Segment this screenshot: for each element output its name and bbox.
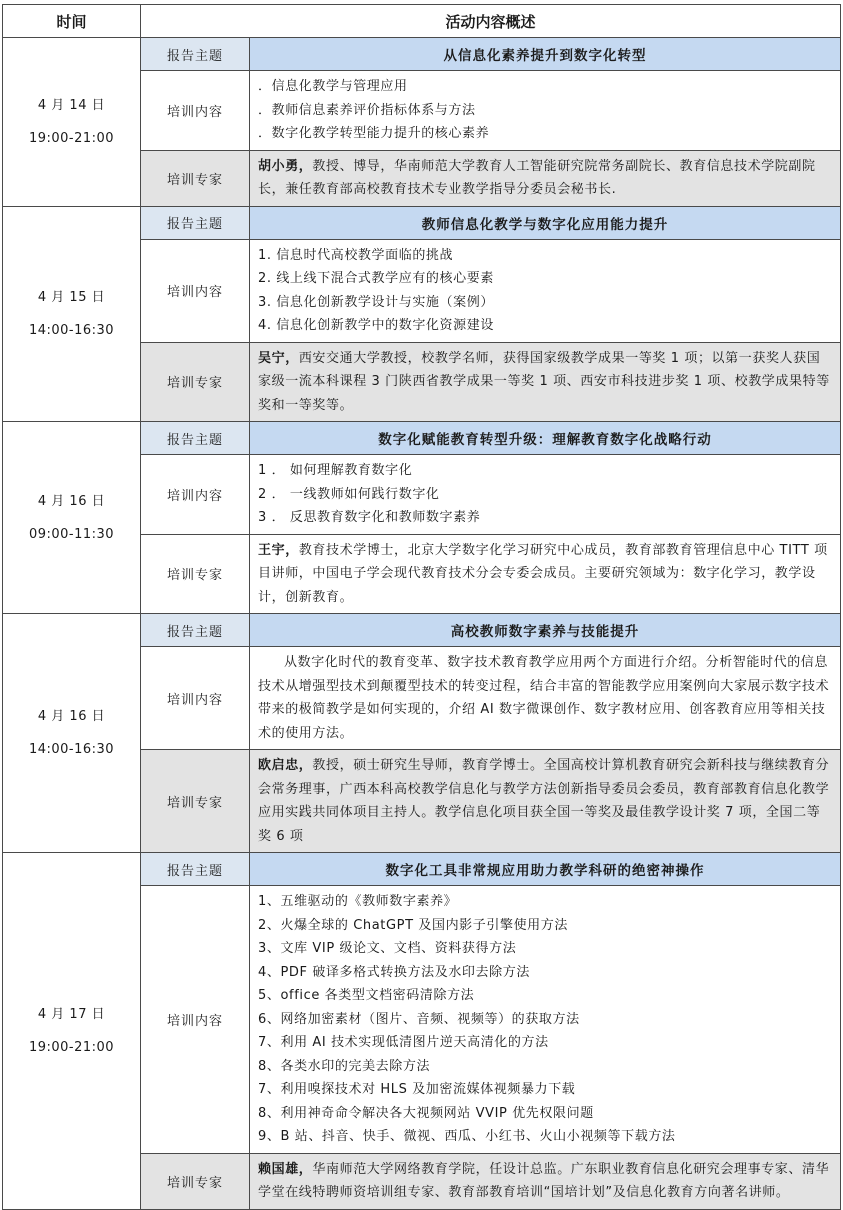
content-item: 3. 信息化创新教学设计与实施（案例） <box>258 294 494 310</box>
content-item: 3、文库 VIP 级论文、文档、资料获得方法 <box>258 941 517 956</box>
session-4-content: 从数字化时代的教育变革、数字技术教育教学应用两个方面进行介绍。分析智能时代的信息技术从增强型技术到颠覆型技术的转变过程，结合丰富的智能教学应用案例向大家展示数字技术带来的极简教学是如何实现的，介绍 AI 数字微课创作、数字教材应用、创客教育应用等相关技术的使用方法。 <box>250 647 841 750</box>
session-date: 4 月 14 日 <box>37 97 106 113</box>
session-5-topic-row <box>3 853 841 886</box>
content-item: 7、利用 AI 技术实现低清图片逆天高清化的方法 <box>258 1035 549 1050</box>
topic-label: 报告主题 <box>141 614 250 647</box>
expert-name: 欧启忠， <box>258 758 313 773</box>
content-label: 培训内容 <box>141 455 250 535</box>
expert-name: 赖国雄， <box>258 1161 313 1177</box>
content-item: ．数字化教学转型能力提升的核心素养 <box>258 126 490 141</box>
session-1-topic-row <box>3 38 841 71</box>
session-3-content <box>250 455 841 535</box>
session-4-topic-row <box>3 614 841 647</box>
expert-description: 华南师范大学网络教育学院，任设计总监。广东职业教育信息化研究会理事专家、清华学堂在线特聘师资培训组专家、教育部教育培训“国培计划”及信息化教育方向著名讲师。 <box>258 1161 830 1200</box>
content-item: 6、网络加密素材（图片、音频、视频等）的获取方法 <box>258 1011 580 1027</box>
session-date: 4 月 16 日 <box>37 709 106 724</box>
session-2-topic: 教师信息化教学与数字化应用能力提升 <box>250 206 841 239</box>
session-2-time-cell <box>3 206 141 422</box>
session-1-topic: 从信息化素养提升到数字化转型 <box>250 38 841 71</box>
session-5-content <box>250 886 841 1154</box>
expert-description: 西安交通大学教授，校教学名师，获得国家级教学成果一等奖 1 项；以第一获奖人获国家级一流本科课程 3 门陕西省教学成果一等奖 1 项、西安市科技进步奖 1 项、校教学成果特等奖和一等奖等。 <box>258 350 830 413</box>
session-time: 19:00-21:00 <box>28 1039 115 1055</box>
content-label: 培训内容 <box>141 886 250 1154</box>
session-time: 19:00-21:00 <box>28 130 115 146</box>
session-1-expert <box>250 150 841 206</box>
content-item: 2. 线上线下混合式教学应有的核心要素 <box>258 271 494 286</box>
content-item: 4. 信息化创新教学中的数字化资源建设 <box>258 318 494 333</box>
header-time: 时间 <box>3 5 141 38</box>
session-3-topic-row <box>3 422 841 455</box>
session-date: 4 月 15 日 <box>37 289 106 305</box>
session-1-content <box>250 71 841 151</box>
session-3-time-cell <box>3 422 141 614</box>
content-item: 2、火爆全球的 ChatGPT 及国内影子引擎使用方法 <box>258 917 568 933</box>
session-date: 4 月 16 日 <box>37 493 106 509</box>
session-1-time-cell <box>3 38 141 207</box>
content-item: 7、利用嗅探技术对 HLS 及加密流媒体视频暴力下载 <box>258 1082 576 1097</box>
content-item: 8、各类水印的完美去除方法 <box>258 1058 431 1074</box>
session-5-topic: 数字化工具非常规应用助力教学科研的绝密神操作 <box>250 853 841 886</box>
expert-label: 培训专家 <box>141 534 250 614</box>
expert-label: 培训专家 <box>141 342 250 422</box>
content-label: 培训内容 <box>141 239 250 342</box>
topic-label: 报告主题 <box>141 853 250 886</box>
content-label: 培训内容 <box>141 71 250 151</box>
session-time: 14:00-16:30 <box>28 742 115 757</box>
header-row <box>3 5 841 38</box>
content-item: ．信息化教学与管理应用 <box>258 79 408 94</box>
topic-label: 报告主题 <box>141 422 250 455</box>
topic-label: 报告主题 <box>141 206 250 239</box>
expert-label: 培训专家 <box>141 150 250 206</box>
topic-label: 报告主题 <box>141 38 250 71</box>
session-2-expert <box>250 342 841 422</box>
expert-label: 培训专家 <box>141 750 250 853</box>
session-3-expert <box>250 534 841 614</box>
expert-description: 教授、博导，华南师范大学教育人工智能研究院常务副院长、教育信息技术学院副院长，兼任教育部高校教育技术专业教学指导分委员会秘书长. <box>258 158 816 197</box>
expert-description: 教授，硕士研究生导师，教育学博士。全国高校计算机教育研究会新科技与继续教育分会常务理事，广西本科高校教学信息化与教学方法创新指导委员会委员，教育部教育信息化教学应用实践共同体项目主持人。教学信息化项目获全国一等奖及最佳教学设计奖 7 项，全国二等奖 6 项 <box>258 758 830 844</box>
content-item: 2 ． 一线教师如何践行数字化 <box>258 486 440 502</box>
content-item: 1 ． 如何理解教育数字化 <box>258 463 413 478</box>
session-5-time-cell <box>3 853 141 1210</box>
content-item: 5、office 各类型文档密码清除方法 <box>258 988 475 1003</box>
session-time: 14:00-16:30 <box>28 322 115 338</box>
expert-description: 教育技术学博士，北京大学数字化学习研究中心成员，教育部教育管理信息中心 TITT 项目讲师，中国电子学会现代教育技术分会专委会成员。主要研究领域为：数字化学习，教学设计，创新教育。 <box>258 542 828 605</box>
content-item: 9、B 站、抖音、快手、微视、西瓜、小红书、火山小视频等下载方法 <box>258 1129 676 1144</box>
session-4-topic: 高校教师数字素养与技能提升 <box>250 614 841 647</box>
session-2-content <box>250 239 841 342</box>
session-date: 4 月 17 日 <box>37 1006 106 1022</box>
expert-name: 王宇， <box>258 542 299 558</box>
content-item: ．教师信息素养评价指标体系与方法 <box>258 102 476 118</box>
session-4-expert <box>250 750 841 853</box>
content-item: 8、利用神奇命令解决各大视频网站 VVIP 优先权限问题 <box>258 1105 594 1121</box>
expert-name: 吴宁， <box>258 350 299 366</box>
session-3-topic: 数字化赋能教育转型升级：理解教育数字化战略行动 <box>250 422 841 455</box>
session-2-topic-row <box>3 206 841 239</box>
content-item: 3 ． 反思教育数字化和教师数字素养 <box>258 510 481 525</box>
session-time: 09:00-11:30 <box>28 526 115 542</box>
session-4-time-cell <box>3 614 141 853</box>
content-label: 培训内容 <box>141 647 250 750</box>
schedule-table <box>2 4 841 1210</box>
expert-name: 胡小勇， <box>258 158 313 174</box>
session-5-expert <box>250 1153 841 1209</box>
content-item: 4、PDF 破译多格式转换方法及水印去除方法 <box>258 964 530 980</box>
expert-label: 培训专家 <box>141 1153 250 1209</box>
header-description: 活动内容概述 <box>141 5 841 38</box>
content-item: 1、五维驱动的《教师数字素养》 <box>258 894 458 909</box>
content-item: 1. 信息时代高校教学面临的挑战 <box>258 247 454 263</box>
